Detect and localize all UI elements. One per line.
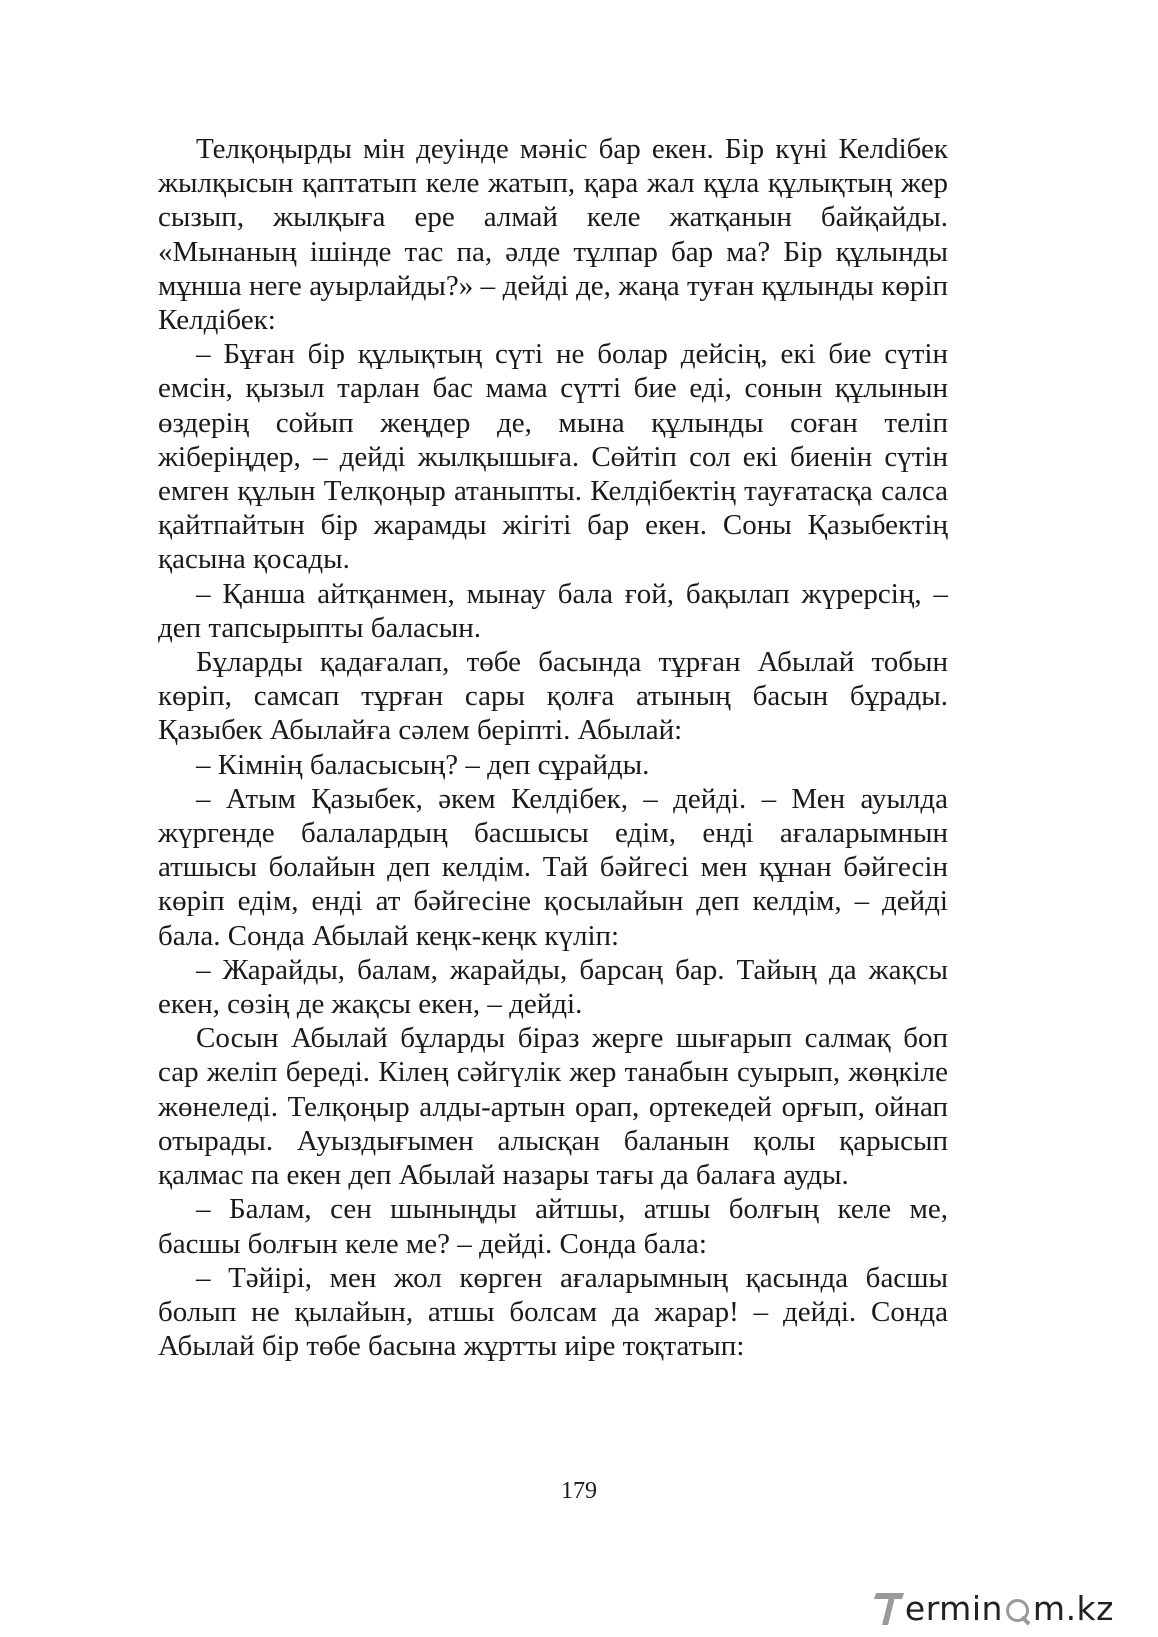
- paragraph-5: – Кімнің баласысың? – деп сұрайды.: [196, 748, 650, 781]
- paragraph-9: – Балам, сен шыныңды айтшы, атшы болғың келе ме, басшы болғын келе ме? – дейді. Сонда бала:: [158, 1193, 948, 1260]
- paragraph-3: – Қанша айтқанмен, мынау бала ғой, бақылап жүрерсің, – деп тапсырыпты баласын.: [158, 577, 948, 644]
- paragraph-10: – Тәйірі, мен жол көрген ағаларымның қасында басшы болып не қылайын, атшы болсам да жарар! – дейді. Сонда Абылай бір төбе басына жұртты иіре тоқтатып:: [158, 1261, 948, 1363]
- paragraph-2: – Бұған бір құлықтың сүті не болар дейсің, екі бие сүтін емсін, қызыл тарлан бас мама сүтті бие еді, сонын құлынын өздерің сойып жеңдер де, мына құлынды соған теліп жіберіңдер, – дейді жылқышыға. Сөйтіп сол екі биенін сүтін емген құлын Телқоңыр атаныпты. Келдібектің тауғатасқа салса қайтпайтын бір жарамды жігіті бар екен. Соны Қазыбектің қасына қосады.: [158, 338, 948, 576]
- paragraph-1: Телқоңырды мін деуінде мәніс бар екен. Бір күні Келdібек жылқысын қаптатып келе жатып, қара жал құла құлықтың жер сызып, жылқыға ере алмай келе жатқанын байқайды. «Мынаның ішінде тас па, әлде тұлпар бар ма? Бір құлынды мұнша неге ауырлайды?» – дейді де, жаңа туған құлынды көріп Келдібек:: [158, 133, 948, 337]
- paragraph-4: Бұларды қадағалап, төбе басында тұрған Абылай тобын көріп, самсап тұрған сары қолға атының басын бұрады. Қазыбек Абылайға сәлем беріпті. Абылай:: [158, 646, 948, 747]
- page-number: 179: [561, 1478, 597, 1504]
- watermark-logo: [875, 1588, 1114, 1628]
- paragraph-7: – Жарайды, балам, жарайды, барсаң бар. Тайың да жақсы екен, сөзің де жақсы екен, – дейді.: [158, 953, 948, 1021]
- page-body: [158, 132, 948, 1363]
- logo-t-mark-icon: [875, 1589, 905, 1627]
- watermark-text-start: ermin: [904, 1588, 1003, 1628]
- watermark-text-end: m.kz: [1032, 1588, 1114, 1628]
- paragraph-8: Сосын Абылай бұларды біраз жерге шығарып салмақ боп сар желіп береді. Кілең сәйгүлік жер танабын суырып, жөңкіле жөнеледі. Телқоңыр алды-артын орап, ортекедей орғып, ойнап отырады. Ауыздығымен алысқан баланын қолы қарысып қалмас па екен деп Абылай назары тағы да балаға ауды.: [158, 1022, 948, 1192]
- magnifier-icon: [1004, 1594, 1032, 1622]
- paragraph-6: – Атым Қазыбек, әкем Келдібек, – дейді. – Мен ауылда жүргенде балалардың басшысы едім, енді ағаларымнын атшысы болайын деп келдім. Тай бәйгесі мен құнан бәйгесін көріп едім, енді ат бәйгесіне қосылайын деп келдім, – дейді бала. Сонда Абылай кеңк-кеңк күліп:: [158, 782, 948, 952]
